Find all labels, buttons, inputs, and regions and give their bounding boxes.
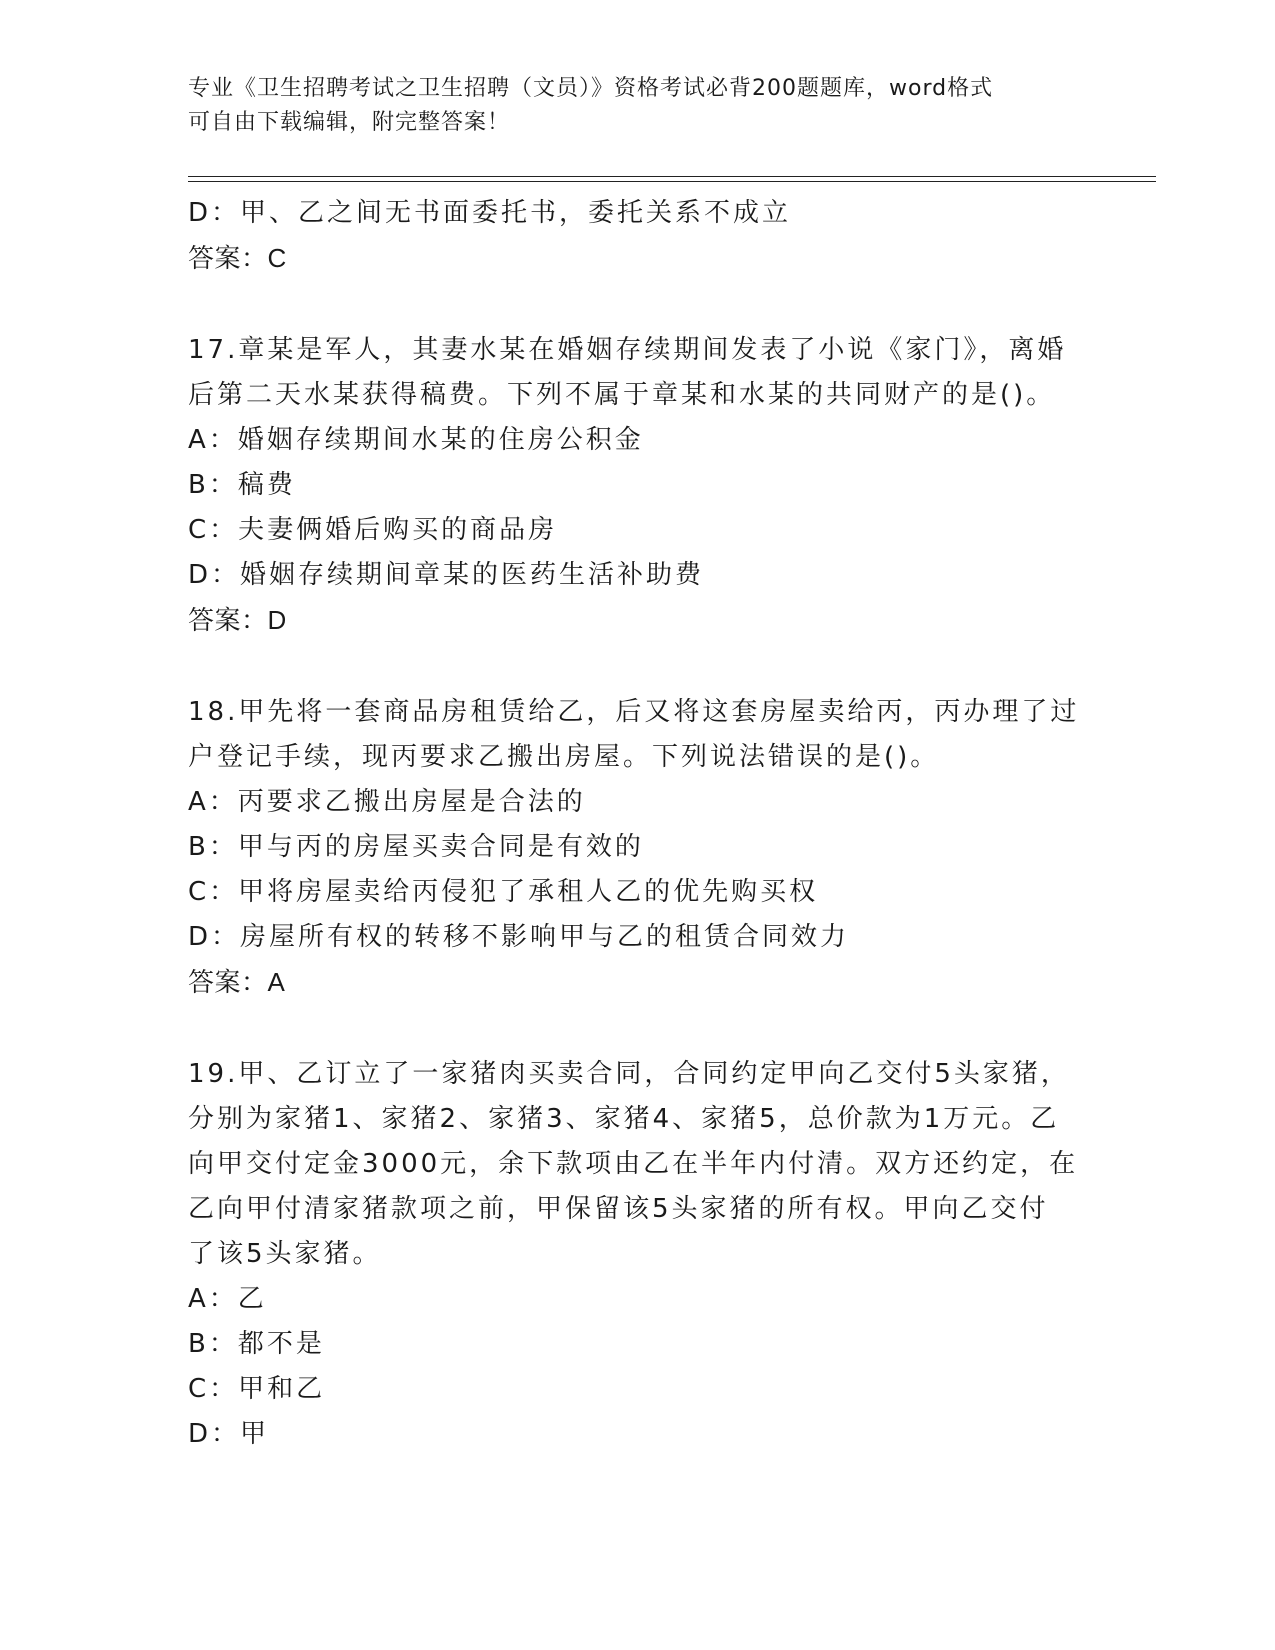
q19-stem-line: 向甲交付定金3000元，余下款项由乙在半年内付清。双方还约定，在 — [188, 1149, 1079, 1179]
q18-option-b: B：甲与丙的房屋买卖合同是有效的 — [188, 832, 644, 862]
q16-option-d: D：甲、乙之间无书面委托书，委托关系不成立 — [188, 198, 792, 228]
q18-option-c: C：甲将房屋卖给丙侵犯了承租人乙的优先购买权 — [188, 877, 819, 907]
q17-option-a: A：婚姻存续期间水某的住房公积金 — [188, 425, 644, 455]
q17-stem-line: 17.章某是军人，其妻水某在婚姻存续期间发表了小说《家门》，离婚 — [188, 335, 1067, 365]
question-17 — [188, 328, 1088, 643]
q18-stem-line: 18.甲先将一套商品房租赁给乙，后又将这套房屋卖给丙，丙办理了过 — [188, 697, 1080, 727]
document-header — [188, 72, 1068, 140]
q18-answer: 答案：A — [188, 967, 286, 997]
q19-option-c: C：甲和乙 — [188, 1374, 326, 1404]
q17-option-d: D：婚姻存续期间章某的医药生活补助费 — [188, 560, 705, 590]
q17-stem-line: 后第二天水某获得稿费。下列不属于章某和水某的共同财产的是()。 — [188, 380, 1056, 410]
q19-option-a: A：乙 — [188, 1284, 267, 1314]
header-divider-top — [188, 176, 1156, 177]
q17-option-b: B：稿费 — [188, 470, 296, 500]
header-title-line2: 可自由下载编辑，附完整答案！ — [188, 110, 511, 135]
q19-option-d: D：甲 — [188, 1419, 270, 1449]
header-divider-bottom — [188, 181, 1156, 182]
q17-option-c: C：夫妻俩婚后购买的商品房 — [188, 515, 558, 545]
q17-answer: 答案：D — [188, 605, 287, 635]
q18-option-a: A：丙要求乙搬出房屋是合法的 — [188, 787, 586, 817]
q19-stem-line: 19.甲、乙订立了一家猪肉买卖合同，合同约定甲向乙交付5头家猪， — [188, 1059, 1070, 1089]
header-title-line1: 专业《卫生招聘考试之卫生招聘（文员）》资格考试必背200题题库，word格式 — [188, 76, 994, 101]
q19-stem-line: 分别为家猪1、家猪2、家猪3、家猪4、家猪5，总价款为1万元。乙 — [188, 1104, 1060, 1134]
q19-stem-line: 了该5头家猪。 — [188, 1239, 382, 1269]
q18-stem-line: 户登记手续，现丙要求乙搬出房屋。下列说法错误的是()。 — [188, 742, 940, 772]
q16-answer: 答案：C — [188, 243, 287, 273]
q19-option-b: B：都不是 — [188, 1329, 325, 1359]
question-19 — [188, 1052, 1088, 1457]
question-18 — [188, 690, 1088, 1005]
question-body — [188, 191, 1088, 1457]
q19-stem-line: 乙向甲付清家猪款项之前，甲保留该5头家猪的所有权。甲向乙交付 — [188, 1194, 1049, 1224]
q18-option-d: D：房屋所有权的转移不影响甲与乙的租赁合同效力 — [188, 922, 850, 952]
